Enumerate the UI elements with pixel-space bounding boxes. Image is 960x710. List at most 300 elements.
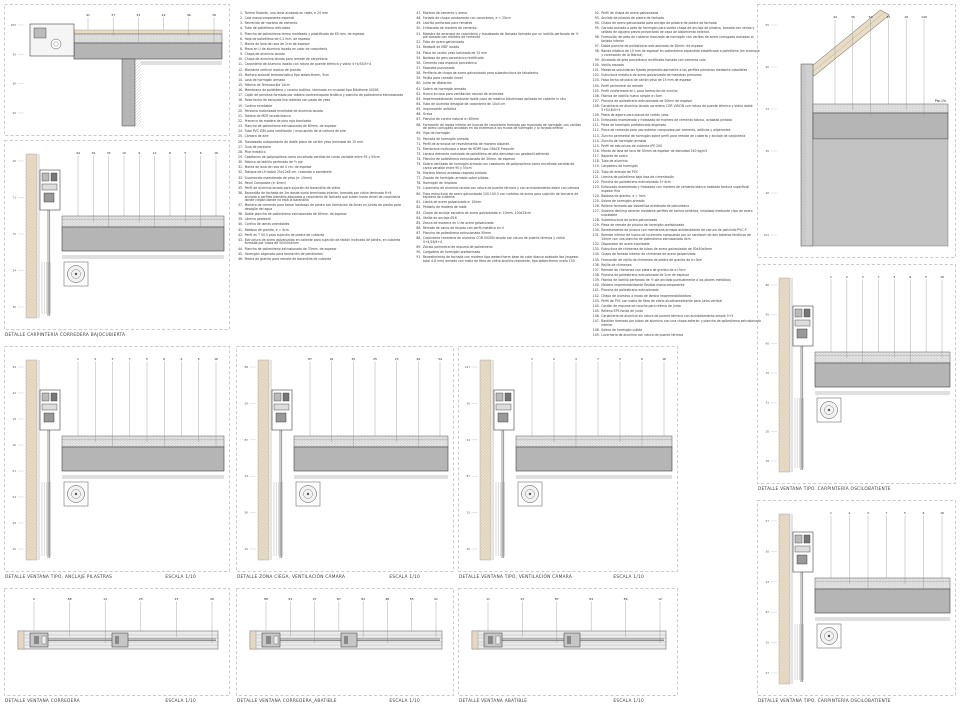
legend-item: 88. Carpintería corredera de aluminio COR VISION lacado con rotura de puente térmica y vidrio 4+4/16/4+4 [416, 236, 565, 244]
legend-item: 23. Plancha de poliestireno extrusionado de 60mm. de espesor [238, 124, 337, 129]
detail-title: DETALLE CARPINTERÍA CORREDERA BAJOCUBIERTA [5, 333, 126, 338]
legend-item: 15. Fábrica de Termoarcilla 14cm [238, 82, 290, 87]
svg-text:40: 40 [765, 191, 769, 195]
legend-item: 96. Formación de peto de cubierta macizado de hormigón con varillas de acero corrugado ancladas al forjado inferior [594, 35, 754, 43]
svg-text:57: 57 [765, 519, 769, 523]
svg-text:7: 7 [128, 357, 131, 361]
legend-item: 116. Manta de lana de roca de 50mm de espesor de densidad 150 kg/m3 [592, 148, 708, 153]
svg-text:16: 16 [214, 357, 218, 361]
detail-caption [757, 696, 956, 707]
legend-item: 2. Cola monocomponente especial [240, 16, 295, 21]
svg-text:105: 105 [10, 23, 16, 27]
legend-item: 119. Cargadero de hormigón [592, 164, 638, 169]
legend-item: 11. Carpintería de aluminio lacado con rotura de puente térmica y vidrio 4+4/55/5+4 [238, 62, 372, 67]
legend-item: 5. Plancha de poliestireno termo moldeado y plastificado de 65 mm. de espesor [240, 31, 365, 36]
svg-text:12: 12 [152, 151, 157, 155]
svg-text:43: 43 [136, 13, 141, 17]
legend-item: 14. Losa de hormigón armado [238, 77, 286, 82]
detail-title: DETALLE VENTANA ABATIBLE [459, 699, 528, 704]
legend-item: 81. Llanta de acero galvanizada e: 10mm [416, 200, 482, 205]
legend-item: 58. Perfilería de chapa de acero galvanizado para subestructura de falsotecho [416, 71, 539, 76]
svg-text:75: 75 [12, 232, 16, 236]
legend-item: 84. Varilla de anclaje Ø16 [416, 215, 457, 220]
legend-item: 1. Tarima flotante, una lama acabado en roble, e 24 mm [240, 11, 328, 15]
legend-item: 130. Revestimiento de piscina con membrana armada antideslizante de cloruro de polivinilo PVC-P [592, 228, 747, 233]
legend-item: 68. Formación de repisa inferior de huecos de carpintería formada por macizado de hormigón con varillas de acero corrugado ancladas en los extremos a los muros de hormigón y al forjado inferior [416, 122, 581, 131]
legend-item: 132. Disparador de acero inoxidable [592, 242, 650, 247]
detail-title: DETALLE VENTANA TIPO. CARPINTERÍA OSCILOBATIENTE [758, 487, 891, 492]
detail-caption [757, 484, 956, 495]
legend-item: 35. Perfil de aluminio lacado para sujeción de barandilla de vidrio [238, 185, 341, 190]
detail-figure [236, 346, 454, 572]
detail-scale: ESCALA 1/10 [165, 699, 196, 704]
legend-item: 85. Zanca de escalera en U de acero galvanizada [416, 220, 494, 225]
svg-text:30: 30 [765, 549, 769, 554]
legend-item: 142. Chapa de aluminio a modo de lámina impermeabilizadora [592, 293, 692, 298]
svg-text:16: 16 [940, 275, 944, 279]
legend-item: 138. Plancha de poliestireno extrusionado de 2cm de espesor [592, 272, 690, 277]
legend-item: 71. Perfil de arranque de revestimiento de mortero aislante. [416, 141, 511, 146]
svg-text:46: 46 [186, 13, 191, 17]
svg-text:16: 16 [91, 151, 96, 155]
legend-item: 97. Doble plancha de poliestireno extrusionado de 50mm. de espesor [594, 43, 704, 48]
legend-item: 18. Falso techo de escayola lisa recibido con pasta de yeso [238, 98, 331, 103]
detail-ventana-corredera [4, 588, 230, 707]
svg-text:44: 44 [833, 15, 837, 19]
legend-item: 111. Pieza de hormigón prefabricado aligerado [592, 123, 667, 128]
legend-item: 13. Mortero aislante termoacústico tipo weber.therm, 5cm [238, 72, 330, 77]
legend-item: 126. Relleno formado por bovedillas moldeado de poliuretano [592, 203, 690, 208]
svg-text:90: 90 [765, 341, 769, 346]
legend-item: 98. Banda elástica de 10 mm de espesor en poliestireno expandido elastificado a polietileno (en arranque y coronación de la fábrica) [594, 49, 760, 57]
svg-text:11: 11 [486, 597, 490, 601]
legend-item: 131. Remate inferior de hueco de lucernario compuesto por un sándwich de dos tableros fenólicos de 10mm con una plancha de poliestireno extrusionado 4cm [592, 233, 751, 241]
legend-item: 30. Fábrica de ladrillo perforado de ½ pie [238, 160, 303, 165]
legend-item: 134. Chapa de forrado interior de chimenea de acero galvanizado [592, 252, 696, 257]
svg-text:44: 44 [76, 151, 80, 155]
legend-item: 28. Pilar metálico [238, 149, 266, 154]
detail-carpinteria-corredera-bajocubierta [4, 140, 230, 341]
legend-item: 12. Montante vertical macizo de granito. [238, 67, 302, 72]
legend-item: 36. Barandilla de fachada de 1m desde suelo terminado interior, formada por vidrio laminado 6+6 anclada a perfiles laterales adosados a carpintería de fachada que suben hasta dintel de carpintería donde ciegan donde no está la barandilla [238, 190, 401, 203]
svg-text:147: 147 [464, 365, 470, 369]
legend-item: 125. Solera de hormigón armado [592, 198, 645, 203]
legend-item: 140. Mortero impermeabilizante flexible monocomponente [592, 283, 685, 288]
svg-text:42: 42 [161, 13, 166, 17]
legend-item: 24. Tubo PVC Ø30 para ventilación / evacuación de la cámara de aire [238, 129, 346, 134]
legend-item: 67. Plancha de corcho natural e=60mm [416, 117, 479, 122]
svg-text:102: 102 [763, 233, 769, 237]
svg-text:59: 59 [244, 401, 248, 406]
svg-text:5: 5 [184, 151, 187, 155]
detail-caption [4, 330, 230, 341]
svg-text:30: 30 [12, 305, 16, 309]
legend-item: 66. Grava [416, 112, 433, 117]
svg-text:35: 35 [12, 52, 16, 57]
legend-item: 123. Enfoscado maestreado y fratasado con mortero de cemento blanco acabado textura superficial espesor fino [592, 184, 750, 193]
svg-text:7: 7 [597, 357, 599, 361]
svg-text:9: 9 [138, 151, 141, 155]
svg-text:86: 86 [385, 597, 390, 601]
svg-text:16: 16 [904, 15, 909, 19]
svg-text:86: 86 [765, 283, 769, 287]
svg-text:24: 24 [12, 268, 16, 273]
svg-text:95: 95 [765, 312, 769, 317]
legend-item: 122. Plancha de poliestireno extrusionado 3+4cm [592, 179, 671, 184]
legend-item: 124. Baldosa de granito, e = 5cm [592, 193, 646, 198]
svg-text:87: 87 [466, 474, 470, 479]
legend-item: 38. Doble plancha de poliestireno extrusionada de 60mm. de espesor [238, 212, 347, 217]
legend-item: 79. Lucernario de aluminio lacado con rotura de puente térmica y con acristalamiento doble con cámara [416, 186, 580, 191]
legend-item: 54. Placa de cartón yeso laminado de 15 mm [416, 50, 488, 55]
svg-text:5: 5 [619, 357, 621, 361]
detail-ventana-abatible [458, 588, 678, 707]
svg-text:20: 20 [12, 111, 16, 115]
svg-text:37: 37 [111, 13, 116, 17]
legend-item: 49. Ladrillo perforado para remates [416, 21, 473, 26]
legend-item: 46. Piedra de granito para remate de barandilla de cubierta [238, 256, 332, 261]
detail-figure [458, 588, 678, 696]
svg-text:30: 30 [351, 357, 356, 361]
legend-item: 103. Falso techo de placa de cartón yeso de 15 mm de espesor [592, 78, 692, 83]
legend-item: 4. Tubo de polietileno reticulado [240, 26, 291, 31]
svg-text:24: 24 [466, 437, 470, 442]
svg-text:16: 16 [662, 357, 666, 361]
legend-item: 114. Zuncho de hormigón armado [592, 138, 647, 143]
legend-item: 95. Garrota anclada a peto de hormigón para soldar chapa de anclaje de pilastra, tomada con resina y sellado de agujero previo proyectado de capa de aislamiento exterior. [594, 26, 755, 35]
legend-item: 133. Estructura de chimenea de tubos de acero galvanizado de 50x50x4mm [592, 247, 713, 252]
legend-item: 50. Enfoscado de mortero de cemento [416, 26, 477, 31]
svg-text:45: 45 [886, 15, 891, 19]
legend-item: 59. Rejilla para canalón lineal [416, 76, 463, 81]
legend-item: 90. Cargadero de hormigón prefabricado [416, 250, 481, 255]
svg-text:23: 23 [394, 357, 399, 361]
legend-item: 145. Relleno EPS fondo de junta [592, 308, 643, 313]
legend-item: 149. Lucernario de aluminio con rotura de puente térmico [592, 333, 684, 338]
legend-item: 9. Chapa de aluminio lacado [240, 52, 285, 57]
legend-item: 135. Formación de rejilla de chimenea de piedra de granito de e=3cm [592, 257, 703, 262]
detail-title: DETALLE VENTANA CORREDERA_ABATIBLE [237, 699, 337, 704]
svg-text:5: 5 [146, 357, 148, 361]
legend-item: 94. Chapa de acero galvanizado para anclaje de pilastra de piedra de fachada [594, 21, 717, 26]
svg-text:5: 5 [904, 511, 906, 515]
svg-text:140: 140 [921, 15, 927, 19]
svg-text:22: 22 [12, 391, 16, 395]
svg-text:7: 7 [885, 511, 888, 515]
detail-title: DETALLE ZONA CIEGA, VENTILACIÓN CÁMARA [237, 575, 346, 580]
svg-text:6: 6 [922, 511, 925, 515]
svg-text:45: 45 [765, 65, 769, 69]
legend-item: 73. Lámina drenante nodulada de polietileno de alta densidad con geotextil adherido [416, 151, 550, 156]
svg-text:41: 41 [86, 13, 90, 17]
legend-item: 10. Chapa de aluminio lacado para remate de carpintería [238, 57, 328, 62]
legend-item: 19. Cortina enrollable [238, 103, 273, 108]
detail-scale: ESCALA 1/10 [613, 575, 644, 580]
legend-item: 52. Tubo de acero galvanizado [416, 40, 465, 45]
detail-figure [757, 264, 956, 484]
legend-column-2 [411, 12, 582, 339]
svg-text:39: 39 [212, 13, 216, 17]
legend-item: 120. Tubo de drenaje de PVC [592, 169, 638, 174]
svg-text:87: 87 [765, 610, 769, 615]
svg-text:97: 97 [520, 597, 525, 601]
legend-item: 121. Lámina de polietileno bajo losa de cimentación [592, 174, 675, 179]
legend-item: 78. Hormigón de limpieza [416, 181, 457, 186]
svg-text:88: 88 [244, 365, 248, 369]
svg-text:26: 26 [416, 357, 421, 361]
svg-text:71: 71 [12, 195, 16, 200]
svg-text:30: 30 [765, 149, 769, 153]
legend-item: 7. Manta de lana de roca de 2cm de espesor [240, 41, 310, 46]
svg-text:15: 15 [765, 371, 769, 375]
legend-item: 55. Baldosa de gres porcelánico rectificado [416, 55, 484, 60]
legend-item: 83. Chapa de anclaje escalera de acero galvanizado e: 10mm. 100x25cm [416, 210, 532, 215]
legend-item: 26. Trasdosado autoportante de doble placa de cartón yeso laminado de 15 mm [238, 139, 364, 144]
legend-item: 47. Mortero de cemento y arena [416, 11, 468, 15]
legend-item: 86. Remate de canto de forjado con perfil metálico en U [416, 226, 504, 231]
detail-title: DETALLE VENTANA TIPO. CARPINTERÍA OSCILOBATIENTE [758, 699, 891, 704]
svg-text:8: 8 [169, 151, 171, 155]
svg-text:10: 10 [12, 443, 16, 447]
detail-ventana-oscilobatiente-1 [757, 264, 956, 495]
detail-ventana-oscilobatiente-2 [757, 500, 956, 707]
detail-title: DETALLE VENTANA TIPO, ANCLAJE PILASTRAS [5, 575, 113, 580]
svg-text:24: 24 [244, 474, 248, 479]
legend-item: 29. Casetones de polipropileno como encofrado perdido de canto variable entre 95 y 55cm [238, 154, 380, 159]
svg-text:7: 7 [877, 275, 880, 279]
svg-text:6: 6 [909, 275, 912, 279]
legend-item: 64. Tubo de aluminio desagüe de carpintería de 10x4 cm [416, 102, 506, 107]
legend-item: 40. Cortina de lamas orientables [238, 222, 290, 227]
legend-item: 143. Perfil de PVC con malla de fibra de vidrio alcalinoresistente para junta vertical [592, 298, 723, 303]
svg-text:16: 16 [940, 511, 944, 515]
legend-item: 100. Varilla roscada [592, 63, 624, 68]
legend-item: 65. Imprimación asfáltica [416, 107, 457, 112]
svg-text:15: 15 [12, 547, 16, 551]
svg-text:1: 1 [77, 357, 79, 361]
svg-text:49: 49 [12, 521, 16, 525]
legend-column-1 [233, 12, 404, 339]
legend-item: 70. Pantalla de hormigón armado [416, 136, 469, 141]
svg-text:54: 54 [12, 495, 16, 499]
svg-text:15: 15 [466, 510, 470, 515]
svg-text:26: 26 [210, 597, 214, 601]
legend-item: 20. Persiana motorizada enrollable de aluminio lacado [238, 108, 323, 113]
legend-item: 107. Plancha de poliestireno extrusionado de 50mm de espesor [592, 99, 693, 104]
svg-text:84: 84 [361, 597, 366, 601]
svg-text:87: 87 [244, 437, 248, 442]
legend-item: 48. Forjado de chapa colaborante con conectores, e = 20cm [416, 16, 511, 21]
svg-text:30: 30 [244, 510, 248, 515]
detail-scale: ESCALA 1/10 [165, 575, 196, 580]
svg-text:12: 12 [103, 597, 108, 601]
detail-cubierta-pendiente [757, 4, 956, 258]
legend-item: 146. Carpintería de aluminio sin rotura de puente térmica con acristalamiento simple 5+5 [592, 314, 734, 319]
legend-item: 17. Cajón de persiana formado por tablero contrachapado fenólico y plancha de poliestireno extrusionado [238, 93, 404, 98]
svg-text:5: 5 [197, 357, 200, 361]
detail-figure [757, 500, 956, 696]
detail-caption [4, 696, 230, 707]
legend-item: 44. Plancha de poliestireno extrusionado de 70mm. de espesor [238, 246, 337, 251]
svg-text:54: 54 [438, 357, 442, 361]
detail-figure [4, 346, 230, 572]
legend-item: 76. Mortero blanco acabado raspado pintado [416, 171, 487, 175]
svg-text:19: 19 [12, 417, 16, 421]
detail-caption [236, 696, 454, 707]
legend-item: 92. Perfil de chapa de acero galvanizada [594, 11, 659, 15]
legend-item: 42. Perfil en T 50.5 para sujeción de piedra de cubierta [238, 232, 324, 237]
svg-text:15: 15 [244, 547, 248, 551]
svg-text:88: 88 [264, 597, 268, 601]
detail-zona-ciega-ventilacion [236, 346, 454, 583]
svg-text:12: 12 [658, 597, 662, 601]
svg-text:30: 30 [12, 81, 16, 86]
legend-item: 128. Subestructura de acero galvanizado [592, 217, 658, 222]
detail-title: DETALLE VENTANA TIPO, VENTILACIÓN CÁMARA [459, 575, 573, 580]
legend-item: 32. Tabique de LH doble 25x12x8 cm. colocado a panderete [238, 170, 332, 175]
svg-text:10: 10 [12, 159, 16, 163]
legend-item: 101. Maestras secundarias fijadas perpendicularmente a los perfiles primarios mediante caballetes [592, 68, 748, 73]
detail-figure [458, 346, 678, 572]
svg-text:2: 2 [94, 357, 97, 361]
detail-figure [236, 588, 454, 696]
legend-notes [233, 12, 761, 339]
svg-text:87: 87 [554, 597, 559, 601]
detail-figure [4, 140, 230, 330]
legend-item: 41. Baldosa de granito, e = 4cm [238, 227, 289, 232]
legend-item: 77. Zapata de hormigón armado sobre pilotes. [416, 176, 490, 181]
legend-item: 75. Solera ventilada de hormigón armado con casetones de polipropileno como encofrado perdido de canto variable entre 95 y 55cm [416, 162, 575, 170]
svg-text:55: 55 [765, 23, 769, 27]
detail-figure [4, 588, 230, 696]
legend-item: 39. Lámina geotextil [238, 217, 271, 222]
svg-text:3: 3 [861, 275, 864, 279]
svg-text:5: 5 [893, 275, 896, 279]
svg-text:6: 6 [199, 151, 202, 155]
svg-text:97: 97 [312, 597, 317, 601]
legend-item: 112. Placa de cemento para uso exterior compuesta por cemento, aditivos y aligerantes [592, 128, 731, 133]
svg-text:13: 13 [765, 107, 769, 111]
detail-roof-eave [4, 4, 230, 136]
legend-item: 91. Revestimiento de fachada con mortero tipo weber.therm base de color blanco acabado liso (espesor total 4-8 mm) armado con malla de fibra de vidrio alcalino resistente, tipo weber.therm malla 150 [416, 255, 579, 264]
svg-text:2: 2 [845, 275, 848, 279]
svg-text:6: 6 [180, 357, 183, 361]
legend-item: 147. Bastidor formado por tubos de aluminio con una chapa exterior y plancha de poliestireno extrusionado interior [592, 319, 761, 327]
detail-scale: ESCALA 1/10 [389, 575, 420, 580]
legend-item: 104. Perfil perimetral de remate [592, 83, 644, 88]
legend-item: 136. Rejilla de chimenea [592, 262, 632, 267]
legend-item: 3. Recrecido de mortero de cemento [240, 21, 298, 26]
svg-text:23: 23 [174, 597, 179, 601]
svg-text:5: 5 [925, 275, 928, 279]
svg-text:18: 18 [765, 459, 769, 463]
svg-text:20: 20 [765, 429, 769, 434]
legend-item: 110. Enfoscado maestreado y fratasado de mortero de cemento blanco, acabado pintado [592, 118, 733, 123]
svg-text:1: 1 [830, 511, 832, 515]
legend-item: 16. Membrana de polietileno y caucho butílico, laminado en cruzado tipo Bituthene 4000S [238, 88, 379, 93]
svg-text:10: 10 [122, 151, 126, 155]
svg-text:39: 39 [850, 15, 855, 19]
svg-text:9: 9 [33, 597, 35, 601]
detail-figure [757, 4, 956, 258]
detail-scale: ESCALA 1/10 [613, 699, 644, 704]
svg-text:86: 86 [623, 597, 628, 601]
detail-scale: ESCALA 1/10 [389, 699, 420, 704]
svg-text:84: 84 [589, 597, 594, 601]
detail-caption [236, 572, 454, 583]
legend-item: 21. Tablero de MDF lacado blanco [238, 113, 291, 118]
svg-text:3: 3 [111, 357, 114, 361]
legend-item: 43. Estructura de acero galvanizado en caliente para sujeción de faldón inclinado de piedra, en cubierta formada por tubos de 50x50x4mm [238, 237, 401, 246]
legend-item: 115. Perfil de estructura de cubierta IPE 200 [592, 143, 663, 148]
legend-item: 45. Hormigón aligerado para formación de pendientes [238, 251, 323, 256]
svg-text:30: 30 [466, 401, 470, 406]
legend-item: 93. Anclaje de pilastra de piedra de fachada [594, 16, 664, 21]
legend-item: 129. Pieza de remate de piscina de hormigón prefabricado [592, 223, 685, 228]
legend-column-3 [590, 12, 761, 339]
detail-caption [458, 696, 678, 707]
svg-text:1: 1 [531, 357, 533, 361]
svg-text:50: 50 [868, 15, 873, 19]
legend-item: 63. Impermeabilización mediante doble capa de mástico bituminoso aplicado en caliente in situ [416, 96, 566, 101]
legend-item: 6. Hoja de polietileno de 0,2 mm. de espesor [240, 36, 311, 41]
svg-text:88: 88 [67, 597, 72, 601]
svg-text:85: 85 [409, 597, 414, 601]
svg-text:3: 3 [867, 511, 869, 515]
legend-item: 60. Junta de dilatación [416, 81, 452, 86]
legend-item: 87. Plancha de poliestireno extrusionado 50mm [416, 231, 492, 236]
legend-item: 69. Viga de hormigón [416, 131, 451, 136]
legend-item: 82. Peldaño de madera de roble [416, 205, 467, 210]
legend-item: 27. Guía de persiana [238, 144, 271, 149]
legend-item: 141. Plancha de poliestireno extrusionado [592, 288, 659, 293]
legend-item: 139. Fábrica de ladrillo perforado de ½ pie anclado puntualmente a los pilares metálicos [592, 278, 731, 283]
legend-item: 37. Mortero de cemento para tomar baldosas de piedra con formación de limas en juntas de piedra para desagüe del agua [238, 203, 401, 211]
svg-text:16: 16 [214, 151, 218, 155]
svg-text:25: 25 [138, 597, 143, 601]
svg-text:20: 20 [466, 547, 470, 551]
detail-ventana-anclaje-pilastras [4, 346, 230, 583]
legend-item: 72. Membrana multicapa a base de HDPE tipo GRACE Preprufe [416, 146, 515, 151]
legend-item: 144. Cordón de espuma de caucho para relleno de junta [592, 303, 681, 308]
svg-text:1: 1 [830, 275, 832, 279]
svg-text:25: 25 [373, 357, 377, 361]
legend-item: 148. Solera de hormigón pulida [592, 328, 643, 332]
legend-item: 61. Solera de hormigón armado [416, 86, 467, 91]
svg-text:24: 24 [765, 579, 769, 584]
legend-item: 89. Zócalo perimetral de espuma de poliestireno [416, 245, 493, 250]
legend-item: 62. Hueco en losa para ventilación natural de viviendas [416, 91, 504, 96]
svg-text:51: 51 [12, 469, 16, 473]
legend-item: 109. Pasta de agarre para placas de cartón yeso [592, 112, 669, 117]
legend-item: 56. Cemento cola especial porcelánico [416, 60, 477, 65]
svg-text:33: 33 [106, 151, 111, 155]
legend-item: 117. Bajante de acero [592, 154, 628, 159]
svg-text:91: 91 [434, 597, 438, 601]
svg-text:93: 93 [288, 597, 293, 601]
svg-text:2: 2 [848, 511, 851, 515]
legend-item: 74. Plancha de poliestireno extrusionado de 30mm. de espesor [416, 157, 515, 162]
legend-item: 34. Panel Composite (e: 4mm) [238, 180, 286, 185]
legend-item: 113. Zuncho perimetral de hormigón sobre perfil para remate de cubierta y anclaje de carpintería [592, 133, 746, 138]
legend-item: 80. Tubo estructural de acero galvanizado 100.100.5 con cartelas de acero para sujeción de tecnaria de escalera de cubierta [416, 191, 579, 200]
legend-item: 25. Cámara de aire [238, 134, 269, 139]
legend-item: 105. Perfil conformado en L para formación de zuncho [592, 88, 678, 93]
svg-text:15: 15 [765, 640, 769, 645]
svg-text:94: 94 [12, 365, 16, 369]
detail-ventana-ventilacion-camara [458, 346, 678, 583]
legend-item: 8. Pieza en U de aluminio lacado en color de carpintería [240, 46, 328, 51]
